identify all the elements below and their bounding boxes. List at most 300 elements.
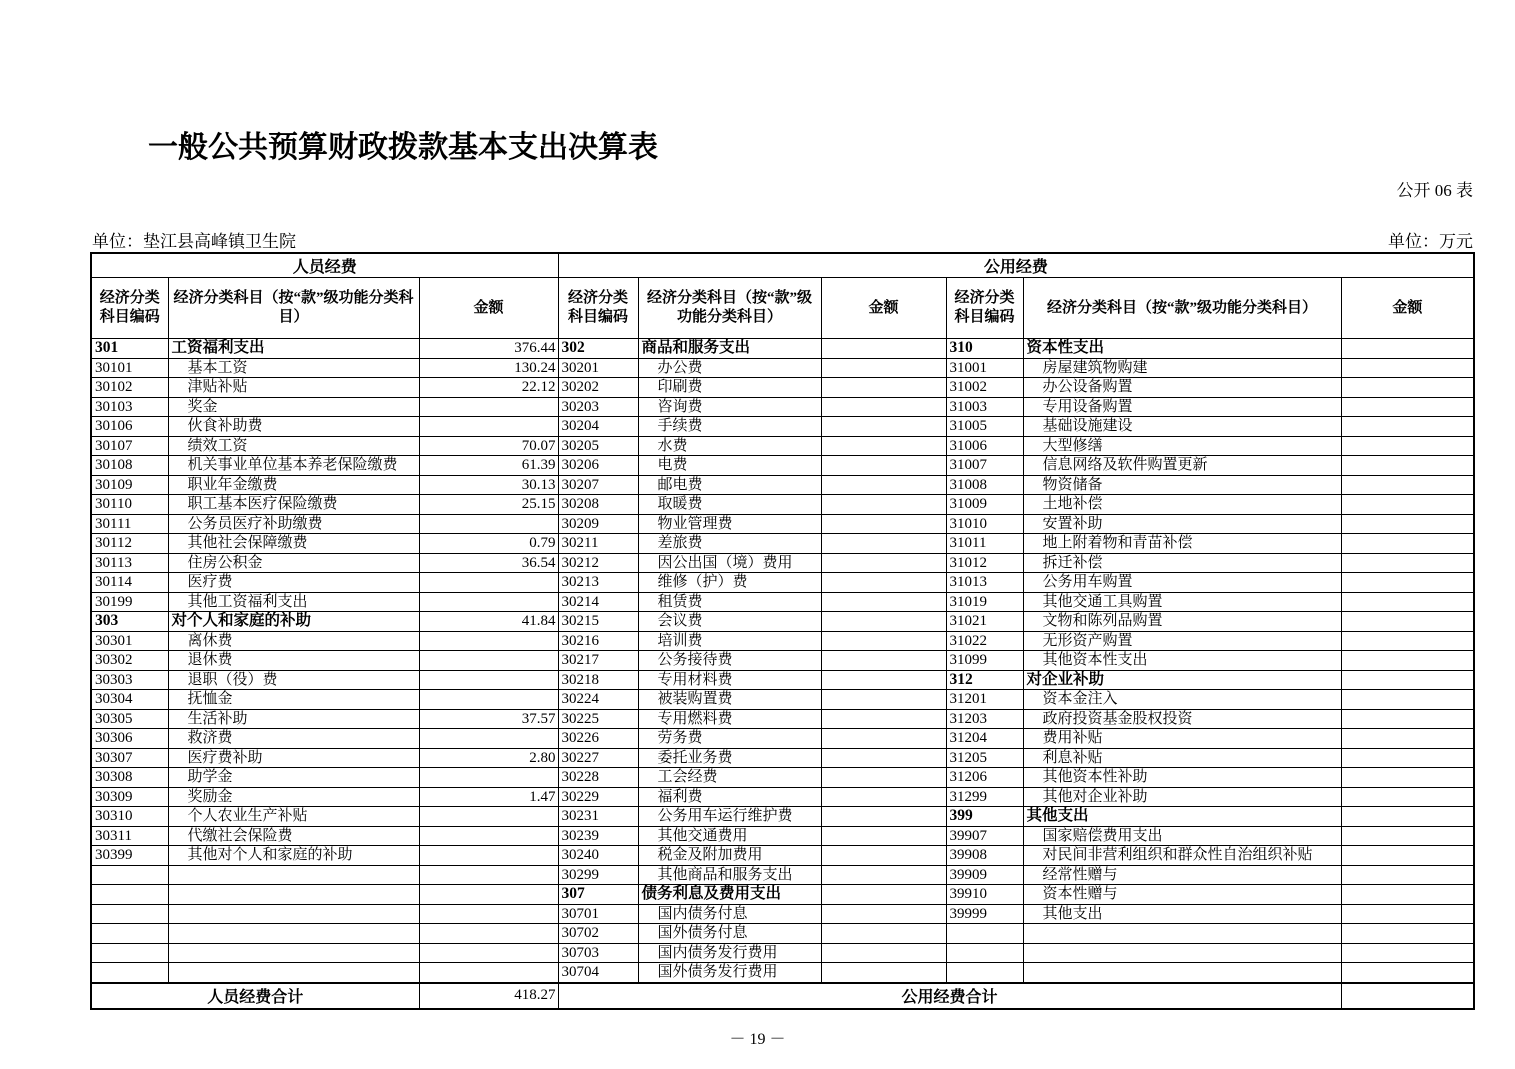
amount-cell: 22.12	[419, 378, 558, 398]
amount-cell	[419, 651, 558, 671]
code-cell: 30107	[91, 436, 168, 456]
code-cell: 30303	[91, 670, 168, 690]
amount-cell	[1341, 670, 1474, 690]
code-cell	[91, 885, 168, 905]
code-cell: 31206	[946, 768, 1023, 788]
amount-cell	[1341, 378, 1474, 398]
subject-cell: 手续费	[638, 417, 821, 437]
amount-cell	[821, 846, 946, 866]
code-cell: 31007	[946, 456, 1023, 476]
subject-cell	[1023, 924, 1341, 944]
subject-cell: 专用设备购置	[1023, 397, 1341, 417]
subject-cell: 其他支出	[1023, 904, 1341, 924]
amount-cell	[821, 826, 946, 846]
expenditure-table	[90, 252, 1475, 1010]
code-cell: 31022	[946, 631, 1023, 651]
amount-cell	[821, 514, 946, 534]
column-header-row	[91, 278, 1474, 339]
subject-cell: 其他资本性补助	[1023, 768, 1341, 788]
code-cell: 30299	[558, 865, 638, 885]
subject-cell: 租赁费	[638, 592, 821, 612]
amount-cell	[419, 963, 558, 983]
subject-cell: 取暖费	[638, 495, 821, 515]
amount-cell	[1341, 690, 1474, 710]
amount-cell	[419, 943, 558, 963]
subject-cell: 地上附着物和青苗补偿	[1023, 534, 1341, 554]
code-cell	[946, 943, 1023, 963]
subject-cell: 其他支出	[1023, 807, 1341, 827]
subject-cell: 被装购置费	[638, 690, 821, 710]
code-cell: 30211	[558, 534, 638, 554]
code-cell	[91, 963, 168, 983]
code-cell: 30224	[558, 690, 638, 710]
column-header-code: 经济分类科目编码	[558, 278, 638, 339]
code-cell: 30199	[91, 592, 168, 612]
table-row	[91, 690, 1474, 710]
column-header-amount: 金额	[821, 278, 946, 339]
code-cell: 39907	[946, 826, 1023, 846]
code-cell: 31005	[946, 417, 1023, 437]
code-cell: 31009	[946, 495, 1023, 515]
amount-cell	[821, 885, 946, 905]
subject-cell	[1023, 943, 1341, 963]
code-cell: 30218	[558, 670, 638, 690]
code-cell: 31019	[946, 592, 1023, 612]
subject-cell: 资本性支出	[1023, 339, 1341, 359]
table-row	[91, 436, 1474, 456]
amount-cell	[1341, 963, 1474, 983]
code-cell: 30240	[558, 846, 638, 866]
amount-cell	[419, 573, 558, 593]
amount-cell	[1341, 885, 1474, 905]
code-cell: 31013	[946, 573, 1023, 593]
table-row	[91, 787, 1474, 807]
subject-cell	[168, 865, 419, 885]
subject-cell: 医疗费	[168, 573, 419, 593]
code-cell: 39999	[946, 904, 1023, 924]
subject-cell: 培训费	[638, 631, 821, 651]
subject-cell	[168, 943, 419, 963]
code-cell: 30226	[558, 729, 638, 749]
table-row	[91, 358, 1474, 378]
code-cell: 30112	[91, 534, 168, 554]
amount-cell: 70.07	[419, 436, 558, 456]
code-cell	[91, 924, 168, 944]
code-cell: 30701	[558, 904, 638, 924]
subject-cell: 专用燃料费	[638, 709, 821, 729]
amount-cell	[1341, 943, 1474, 963]
personnel-total-amount: 418.27	[419, 983, 558, 1009]
amount-cell	[1341, 904, 1474, 924]
subject-cell: 其他工资福利支出	[168, 592, 419, 612]
doc-number-label: 公开 06 表	[1396, 181, 1473, 200]
subject-cell: 水费	[638, 436, 821, 456]
subject-cell: 电费	[638, 456, 821, 476]
subject-cell: 国内债务付息	[638, 904, 821, 924]
code-cell: 30114	[91, 573, 168, 593]
amount-cell	[821, 631, 946, 651]
amount-cell	[419, 397, 558, 417]
code-cell: 30225	[558, 709, 638, 729]
amount-cell	[1341, 514, 1474, 534]
subject-cell: 国内债务发行费用	[638, 943, 821, 963]
amount-cell	[821, 924, 946, 944]
code-cell: 30208	[558, 495, 638, 515]
amount-cell	[821, 553, 946, 573]
subject-cell: 其他交通工具购置	[1023, 592, 1341, 612]
amount-cell	[419, 865, 558, 885]
amount-cell: 25.15	[419, 495, 558, 515]
table-row	[91, 670, 1474, 690]
code-cell: 31002	[946, 378, 1023, 398]
column-header-subject: 经济分类科目（按“款”级功能分类科目）	[168, 278, 419, 339]
table-row	[91, 846, 1474, 866]
code-cell: 31010	[946, 514, 1023, 534]
subject-cell: 办公费	[638, 358, 821, 378]
amount-cell	[419, 904, 558, 924]
subject-cell: 印刷费	[638, 378, 821, 398]
amount-cell	[821, 495, 946, 515]
amount-cell	[419, 729, 558, 749]
amount-cell	[821, 690, 946, 710]
amount-cell	[821, 417, 946, 437]
page-title: 一般公共预算财政拨款基本支出决算表	[148, 131, 658, 164]
table-row	[91, 924, 1474, 944]
subject-cell: 办公设备购置	[1023, 378, 1341, 398]
amount-cell	[419, 807, 558, 827]
amount-cell	[1341, 573, 1474, 593]
column-header-code: 经济分类科目编码	[946, 278, 1023, 339]
public-total-label: 公用经费合计	[558, 983, 1341, 1009]
subject-cell: 国外债务付息	[638, 924, 821, 944]
table-row	[91, 456, 1474, 476]
code-cell: 31204	[946, 729, 1023, 749]
subject-cell: 工会经费	[638, 768, 821, 788]
code-cell: 30213	[558, 573, 638, 593]
subject-cell: 个人农业生产补贴	[168, 807, 419, 827]
code-cell: 30704	[558, 963, 638, 983]
amount-cell	[419, 670, 558, 690]
subject-cell: 职工基本医疗保险缴费	[168, 495, 419, 515]
code-cell: 30227	[558, 748, 638, 768]
subject-cell: 大型修缮	[1023, 436, 1341, 456]
code-cell: 31006	[946, 436, 1023, 456]
subject-cell: 资本性赠与	[1023, 885, 1341, 905]
code-cell: 30214	[558, 592, 638, 612]
amount-cell	[1341, 534, 1474, 554]
subject-cell: 生活补助	[168, 709, 419, 729]
subject-cell	[1023, 963, 1341, 983]
amount-cell	[821, 670, 946, 690]
code-cell: 302	[558, 339, 638, 359]
subject-cell: 咨询费	[638, 397, 821, 417]
amount-cell	[821, 787, 946, 807]
amount-cell: 0.79	[419, 534, 558, 554]
amount-cell	[419, 768, 558, 788]
amount-cell	[419, 592, 558, 612]
code-cell: 39908	[946, 846, 1023, 866]
amount-cell	[419, 846, 558, 866]
subject-cell: 医疗费补助	[168, 748, 419, 768]
code-cell: 31021	[946, 612, 1023, 632]
code-cell: 30108	[91, 456, 168, 476]
subject-cell: 对民间非营利组织和群众性自治组织补贴	[1023, 846, 1341, 866]
table-row	[91, 553, 1474, 573]
amount-cell	[821, 768, 946, 788]
subject-cell: 会议费	[638, 612, 821, 632]
amount-cell: 61.39	[419, 456, 558, 476]
table-row	[91, 378, 1474, 398]
column-header-amount: 金额	[1341, 278, 1474, 339]
subject-cell: 救济费	[168, 729, 419, 749]
code-cell: 30703	[558, 943, 638, 963]
amount-cell	[1341, 339, 1474, 359]
table-row	[91, 573, 1474, 593]
code-cell: 30305	[91, 709, 168, 729]
subject-cell: 公务员医疗补助缴费	[168, 514, 419, 534]
amount-cell	[1341, 612, 1474, 632]
subject-cell: 安置补助	[1023, 514, 1341, 534]
group-header-public: 公用经费	[558, 253, 1474, 278]
subject-cell: 资本金注入	[1023, 690, 1341, 710]
table-row	[91, 631, 1474, 651]
code-cell: 30702	[558, 924, 638, 944]
amount-cell	[821, 729, 946, 749]
amount-cell	[821, 456, 946, 476]
code-cell: 310	[946, 339, 1023, 359]
subject-cell: 利息补贴	[1023, 748, 1341, 768]
amount-cell: 376.44	[419, 339, 558, 359]
subject-cell: 债务利息及费用支出	[638, 885, 821, 905]
amount-cell: 36.54	[419, 553, 558, 573]
subject-cell: 税金及附加费用	[638, 846, 821, 866]
subject-cell: 对企业补助	[1023, 670, 1341, 690]
subject-cell: 房屋建筑物购建	[1023, 358, 1341, 378]
code-cell: 30217	[558, 651, 638, 671]
code-cell: 30202	[558, 378, 638, 398]
amount-cell	[821, 651, 946, 671]
code-cell: 30101	[91, 358, 168, 378]
code-cell: 30215	[558, 612, 638, 632]
table-row	[91, 417, 1474, 437]
code-cell	[946, 963, 1023, 983]
subject-cell: 政府投资基金股权投资	[1023, 709, 1341, 729]
amount-cell	[419, 924, 558, 944]
subject-cell: 国外债务发行费用	[638, 963, 821, 983]
code-cell: 30209	[558, 514, 638, 534]
code-cell: 30399	[91, 846, 168, 866]
amount-cell	[419, 885, 558, 905]
code-cell: 30216	[558, 631, 638, 651]
code-cell: 30304	[91, 690, 168, 710]
column-header-subject: 经济分类科目（按“款”级功能分类科目）	[1023, 278, 1341, 339]
subject-cell: 奖励金	[168, 787, 419, 807]
subject-cell: 信息网络及软件购置更新	[1023, 456, 1341, 476]
code-cell	[946, 924, 1023, 944]
subject-cell: 机关事业单位基本养老保险缴费	[168, 456, 419, 476]
table-row	[91, 709, 1474, 729]
subject-cell: 福利费	[638, 787, 821, 807]
code-cell: 30212	[558, 553, 638, 573]
code-cell: 30306	[91, 729, 168, 749]
amount-cell	[821, 475, 946, 495]
subject-cell	[168, 924, 419, 944]
subject-cell: 基础设施建设	[1023, 417, 1341, 437]
code-cell: 30103	[91, 397, 168, 417]
table-row	[91, 612, 1474, 632]
amount-cell	[1341, 924, 1474, 944]
code-cell: 30301	[91, 631, 168, 651]
code-cell: 30110	[91, 495, 168, 515]
amount-cell	[1341, 553, 1474, 573]
subject-cell: 基本工资	[168, 358, 419, 378]
amount-cell	[1341, 456, 1474, 476]
group-header-row	[91, 253, 1474, 278]
amount-cell	[1341, 768, 1474, 788]
amount-cell	[821, 709, 946, 729]
amount-cell	[1341, 709, 1474, 729]
subject-cell: 助学金	[168, 768, 419, 788]
amount-cell	[821, 573, 946, 593]
group-header-personnel: 人员经费	[91, 253, 558, 278]
table-body	[91, 339, 1474, 983]
subject-cell: 劳务费	[638, 729, 821, 749]
table-row	[91, 943, 1474, 963]
amount-cell	[1341, 729, 1474, 749]
table-row	[91, 904, 1474, 924]
amount-cell	[821, 397, 946, 417]
code-cell: 301	[91, 339, 168, 359]
unit-currency-label: 单位：万元	[1388, 232, 1473, 251]
subject-cell: 其他商品和服务支出	[638, 865, 821, 885]
amount-cell: 37.57	[419, 709, 558, 729]
subject-cell: 抚恤金	[168, 690, 419, 710]
personnel-total-label: 人员经费合计	[91, 983, 419, 1009]
amount-cell	[821, 904, 946, 924]
subject-cell: 绩效工资	[168, 436, 419, 456]
amount-cell: 130.24	[419, 358, 558, 378]
amount-cell: 41.84	[419, 612, 558, 632]
code-cell: 30201	[558, 358, 638, 378]
amount-cell	[1341, 436, 1474, 456]
amount-cell	[821, 358, 946, 378]
code-cell: 307	[558, 885, 638, 905]
subject-cell: 其他交通费用	[638, 826, 821, 846]
table-row	[91, 748, 1474, 768]
code-cell: 31299	[946, 787, 1023, 807]
code-cell: 30231	[558, 807, 638, 827]
code-cell: 31099	[946, 651, 1023, 671]
amount-cell	[1341, 787, 1474, 807]
subject-cell: 国家赔偿费用支出	[1023, 826, 1341, 846]
unit-name-label: 单位：垫江县高峰镇卫生院	[92, 232, 296, 251]
amount-cell	[821, 534, 946, 554]
amount-cell	[1341, 397, 1474, 417]
amount-cell: 1.47	[419, 787, 558, 807]
code-cell: 31203	[946, 709, 1023, 729]
subject-cell: 物业管理费	[638, 514, 821, 534]
subject-cell: 经常性赠与	[1023, 865, 1341, 885]
subject-cell: 邮电费	[638, 475, 821, 495]
subject-cell: 拆迁补偿	[1023, 553, 1341, 573]
code-cell: 31003	[946, 397, 1023, 417]
subject-cell	[168, 885, 419, 905]
code-cell: 31011	[946, 534, 1023, 554]
code-cell: 30228	[558, 768, 638, 788]
code-cell: 30109	[91, 475, 168, 495]
code-cell: 30308	[91, 768, 168, 788]
subject-cell	[168, 963, 419, 983]
code-cell: 30310	[91, 807, 168, 827]
column-header-subject: 经济分类科目（按“款”级功能分类科目）	[638, 278, 821, 339]
subject-cell: 代缴社会保险费	[168, 826, 419, 846]
amount-cell	[1341, 846, 1474, 866]
amount-cell	[821, 436, 946, 456]
amount-cell	[821, 748, 946, 768]
code-cell: 31012	[946, 553, 1023, 573]
code-cell: 30113	[91, 553, 168, 573]
amount-cell: 2.80	[419, 748, 558, 768]
code-cell	[91, 904, 168, 924]
code-cell: 312	[946, 670, 1023, 690]
code-cell: 31008	[946, 475, 1023, 495]
code-cell	[91, 865, 168, 885]
subject-cell: 公务接待费	[638, 651, 821, 671]
amount-cell	[1341, 748, 1474, 768]
subject-cell: 离休费	[168, 631, 419, 651]
amount-cell	[821, 339, 946, 359]
subject-cell: 其他对个人和家庭的补助	[168, 846, 419, 866]
table-row	[91, 397, 1474, 417]
code-cell: 30206	[558, 456, 638, 476]
amount-cell	[419, 514, 558, 534]
code-cell: 30102	[91, 378, 168, 398]
subject-cell: 伙食补助费	[168, 417, 419, 437]
amount-cell	[1341, 651, 1474, 671]
subject-cell: 物资储备	[1023, 475, 1341, 495]
code-cell: 30203	[558, 397, 638, 417]
page-number: － 19 －	[729, 1031, 786, 1048]
code-cell: 31205	[946, 748, 1023, 768]
amount-cell	[821, 807, 946, 827]
table-row	[91, 963, 1474, 983]
subject-cell: 文物和陈列品购置	[1023, 612, 1341, 632]
amount-cell	[1341, 417, 1474, 437]
table-row	[91, 534, 1474, 554]
code-cell: 31001	[946, 358, 1023, 378]
amount-cell	[1341, 865, 1474, 885]
amount-cell	[419, 826, 558, 846]
amount-cell	[1341, 807, 1474, 827]
table-row	[91, 826, 1474, 846]
amount-cell	[419, 417, 558, 437]
subject-cell: 其他对企业补助	[1023, 787, 1341, 807]
subject-cell: 退休费	[168, 651, 419, 671]
public-total-amount	[1341, 983, 1474, 1009]
column-header-amount: 金额	[419, 278, 558, 339]
subject-cell: 无形资产购置	[1023, 631, 1341, 651]
subject-cell: 其他资本性支出	[1023, 651, 1341, 671]
table-row	[91, 495, 1474, 515]
table-row	[91, 885, 1474, 905]
code-cell: 31201	[946, 690, 1023, 710]
code-cell: 30311	[91, 826, 168, 846]
table-row	[91, 651, 1474, 671]
code-cell: 30106	[91, 417, 168, 437]
table-row	[91, 865, 1474, 885]
amount-cell	[1341, 475, 1474, 495]
amount-cell	[821, 378, 946, 398]
